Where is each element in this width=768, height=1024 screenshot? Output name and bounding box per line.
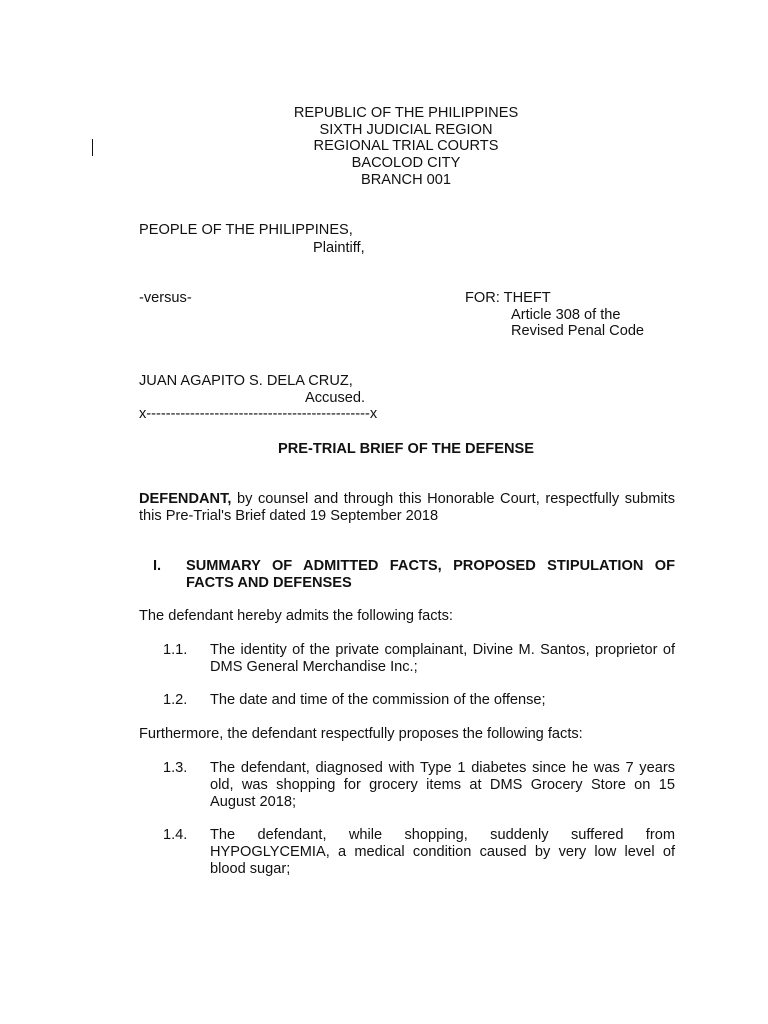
accused-role: Accused.: [305, 390, 366, 406]
header-region: SIXTH JUDICIAL REGION: [319, 122, 493, 138]
header-branch: BRANCH 001: [360, 172, 452, 188]
document-title: PRE-TRIAL BRIEF OF THE DEFENSE: [278, 441, 534, 457]
plaintiff-role: Plaintiff,: [313, 240, 365, 256]
item-number: 1.4.: [163, 827, 188, 843]
section-number: I.: [153, 558, 162, 574]
header-court: REGIONAL TRIAL COURTS: [313, 138, 499, 154]
proposes-intro: Furthermore, the defendant respectfully proposes the following facts:: [139, 726, 583, 742]
charge-article-line1: Article 308 of the: [511, 307, 621, 323]
versus-label: -versus-: [139, 290, 192, 306]
item-number: 1.1.: [163, 642, 188, 658]
plaintiff-name: PEOPLE OF THE PHILIPPINES,: [139, 222, 353, 238]
intro-lead: DEFENDANT,: [139, 491, 232, 507]
section-title: SUMMARY OF ADMITTED FACTS, PROPOSED STIPULATION OF FACTS AND DEFENSES: [186, 558, 675, 591]
charge-article-line2: Revised Penal Code: [511, 323, 645, 339]
intro-paragraph: [139, 491, 675, 525]
header-city: BACOLOD CITY: [351, 155, 461, 171]
item-text: The defendant, diagnosed with Type 1 diabetes since he was 7 years old, was shopping for grocery items at DMS Grocery Store on 15 August 2018;: [210, 760, 675, 810]
header-republic: REPUBLIC OF THE PHILIPPINES: [293, 105, 519, 121]
item-text: The defendant, while shopping, suddenly suffered from HYPOGLYCEMIA, a medical condition caused by very low level of blood sugar;: [210, 827, 675, 877]
item-text: The identity of the private complainant, Divine M. Santos, proprietor of DMS General Merchandise Inc.;: [210, 642, 675, 675]
caption-separator: x----------------------------------------------x: [139, 406, 378, 422]
charge-label: FOR: THEFT: [465, 290, 551, 306]
intro-text: by counsel and through this Honorable Court, respectfully submits this Pre-Trial's Brief dated 19 September 2018: [139, 491, 675, 524]
accused-name: JUAN AGAPITO S. DELA CRUZ,: [139, 373, 353, 389]
item-text: The date and time of the commission of the offense;: [210, 692, 546, 708]
item-number: 1.2.: [163, 692, 188, 708]
item-number: 1.3.: [163, 760, 188, 776]
admits-intro: The defendant hereby admits the following facts:: [139, 608, 453, 624]
